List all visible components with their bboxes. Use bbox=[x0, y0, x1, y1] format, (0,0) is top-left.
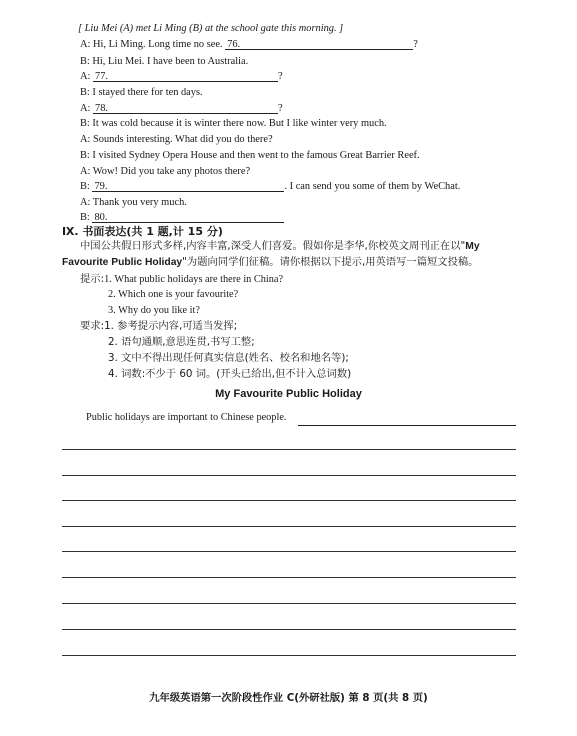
dialogue-line-5 bbox=[80, 102, 283, 116]
dialogue-line-6: B: It was cold because it is winter there now. But I like winter very much. bbox=[80, 118, 387, 129]
answer-blank-80[interactable]: 80. bbox=[92, 211, 284, 223]
prompt-bold-text: My bbox=[465, 241, 480, 252]
writing-line[interactable] bbox=[62, 577, 516, 578]
requirements-label: 要求: bbox=[80, 320, 105, 332]
writing-line[interactable] bbox=[62, 629, 516, 630]
writing-line[interactable] bbox=[62, 449, 516, 450]
hint-item: 1. What public holidays are there in China? bbox=[104, 274, 284, 285]
blank-end: ? bbox=[278, 103, 283, 114]
essay-title: My Favourite Public Holiday bbox=[215, 388, 362, 400]
dialogue-line-3 bbox=[80, 70, 283, 84]
answer-blank-79[interactable]: 79. bbox=[92, 180, 284, 192]
dialogue-line-11: A: Thank you very much. bbox=[80, 197, 187, 208]
answer-blank-77[interactable]: 77. bbox=[93, 70, 278, 82]
requirements-line-1 bbox=[80, 318, 237, 334]
prompt-bold-text: Favourite Public Holiday bbox=[62, 257, 183, 268]
writing-line[interactable] bbox=[298, 425, 516, 426]
dialogue-line-7: A: Sounds interesting. What did you do there? bbox=[80, 134, 273, 145]
page-footer: 九年级英语第一次阶段性作业 C(外研社版) 第 8 页(共 8 页) bbox=[149, 692, 428, 704]
writing-line[interactable] bbox=[62, 603, 516, 604]
hints-label: 提示: bbox=[80, 273, 105, 285]
writing-line[interactable] bbox=[62, 500, 516, 501]
blank-end: ? bbox=[278, 71, 283, 82]
blank-end: ? bbox=[413, 39, 418, 50]
dialogue-text: B: bbox=[80, 212, 90, 223]
dialogue-line-2: B: Hi, Liu Mei. I have been to Australia. bbox=[80, 56, 249, 67]
writing-line[interactable] bbox=[62, 551, 516, 552]
dialogue-text: A: bbox=[80, 71, 91, 82]
dialogue-text: A: bbox=[80, 103, 91, 114]
essay-starter: Public holidays are important to Chinese people. bbox=[86, 412, 287, 423]
prompt-text: 中国公共假日形式多样,内容丰富,深受人们喜爱。假如你是李华,你校英文周刊正在以" bbox=[80, 240, 466, 252]
answer-blank-78[interactable]: 78. bbox=[93, 102, 278, 114]
hints-line-1 bbox=[80, 271, 283, 288]
prompt-intro-line-1 bbox=[80, 238, 480, 255]
writing-line[interactable] bbox=[62, 475, 516, 476]
section-title: Ⅸ. 书面表达(共 1 题,计 15 分) bbox=[62, 225, 223, 238]
dialogue-scene: [ Liu Mei (A) met Li Ming (B) at the school gate this morning. ] bbox=[78, 23, 344, 34]
writing-line[interactable] bbox=[62, 526, 516, 527]
dialogue-text: A: Hi, Li Ming. Long time no see. bbox=[80, 39, 223, 50]
hint-item: 2. Which one is your favourite? bbox=[108, 289, 239, 300]
writing-line[interactable] bbox=[62, 655, 516, 656]
dialogue-line-1 bbox=[80, 38, 418, 52]
blank-end: . I can send you some of them by WeChat. bbox=[284, 181, 461, 192]
requirement-item: 3. 文中不得出现任何真实信息(姓名、校名和地名等); bbox=[108, 352, 349, 364]
requirement-item: 1. 参考提示内容,可适当发挥; bbox=[104, 320, 238, 332]
answer-blank-76[interactable]: 76. bbox=[225, 38, 413, 50]
requirement-item: 4. 词数:不少于 60 词。(开头已给出,但不计入总词数) bbox=[108, 368, 352, 380]
prompt-text: "为题向同学们征稿。请你根据以下提示,用英语写一篇短文投稿。 bbox=[182, 256, 479, 268]
dialogue-line-10 bbox=[80, 180, 460, 194]
dialogue-line-4: B: I stayed there for ten days. bbox=[80, 87, 203, 98]
dialogue-line-8: B: I visited Sydney Opera House and then went to the famous Great Barrier Reef. bbox=[80, 150, 420, 161]
dialogue-text: B: bbox=[80, 181, 90, 192]
prompt-intro-line-2 bbox=[62, 254, 478, 271]
hint-item: 3. Why do you like it? bbox=[108, 305, 200, 316]
requirement-item: 2. 语句通顺,意思连贯,书写工整; bbox=[108, 336, 255, 348]
dialogue-line-9: A: Wow! Did you take any photos there? bbox=[80, 166, 251, 177]
